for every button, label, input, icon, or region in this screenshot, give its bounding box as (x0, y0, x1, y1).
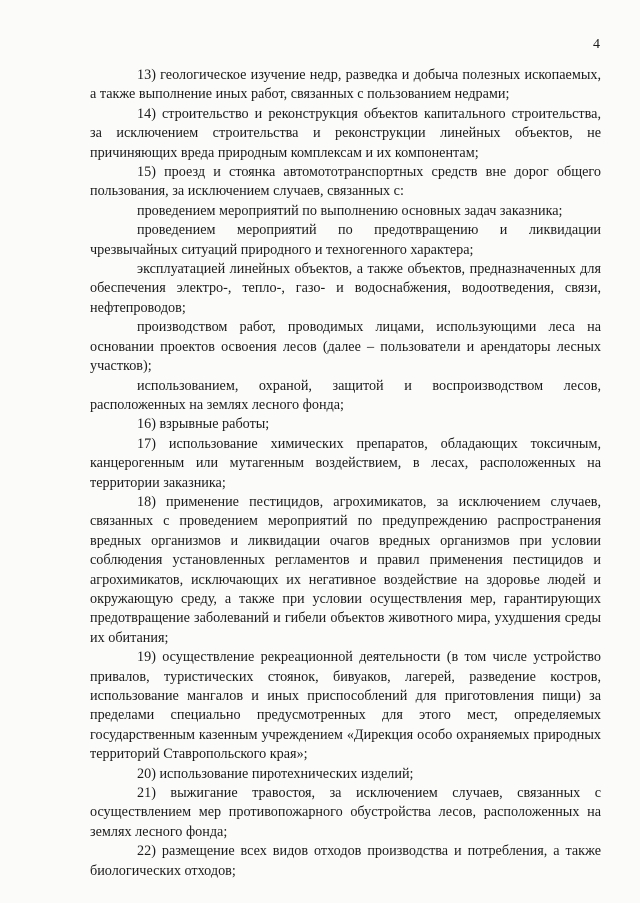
list-item: 21) выжигание травостоя, за исключением случаев, связанных с осуществлением мер противопожарного обустройства лесов, расположенных на землях лесного фонда; (90, 785, 601, 840)
list-item: 15) проезд и стоянка автомототранспортных средств вне дорог общего пользования, за исключением случаев, связанных с: (90, 164, 601, 200)
list-subitem: проведением мероприятий по выполнению основных задач заказника; (137, 202, 563, 219)
list-subitem: проведением мероприятий по предотвращению и ликвидации чрезвычайных ситуаций природного и техногенного характера; (90, 222, 601, 258)
list-subitem: эксплуатацией линейных объектов, а также объектов, предназначенных для обеспечения электро-, тепло-, газо- и водоснабжения, водоотведения, связи, нефтепроводов; (90, 261, 601, 316)
list-item: 22) размещение всех видов отходов производства и потребления, а также биологических отходов; (90, 843, 601, 879)
page-number: 4 (593, 37, 600, 52)
list-item: 14) строительство и реконструкция объектов капитального строительства, за исключением строительства и реконструкции линейных объектов, не причиняющих вреда природным комплексам и их компонентам; (90, 105, 601, 161)
list-item: 13) геологическое изучение недр, разведка и добыча полезных ископаемых, а также выполнение иных работ, связанных с пользованием недрами; (90, 67, 601, 103)
list-item: 17) использование химических препаратов, обладающих токсичным, канцерогенным или мутагенным воздействием, в лесах, расположенных на территории заказника; (90, 435, 601, 491)
document-body (90, 66, 601, 881)
list-item: 19) осуществление рекреационной деятельности (в том числе устройство привалов, туристических стоянок, бивуаков, лагерей, разведение костров, использование мангалов и иных приспособлений для приготовления пищи) за пределами специально предусмотренных для этого мест, определяемых государственным казенным учреждением «Дирекция особо охраняемых природных территорий Ставропольского края»; (90, 649, 601, 763)
list-item: 16) взрывные работы; (137, 416, 270, 433)
list-subitem: использованием, охраной, защитой и воспроизводством лесов, расположенных на землях лесного фонда; (90, 377, 601, 413)
list-item: 18) применение пестицидов, агрохимикатов, за исключением случаев, связанных с проведением мероприятий по предупреждению распространения вредных организмов и ликвидации очагов вредных организмов при условии соблюдения установленных регламентов и правил применения пестицидов и агрохимикатов, исключающих их негативное воздействие на здоровье людей и окружающую среду, а также при условии осуществления мер, гарантирующих предотвращение заболеваний и гибели объектов животного мира, ухудшения среды их обитания; (90, 493, 601, 646)
list-subitem: производством работ, проводимых лицами, использующими леса на основании проектов освоения лесов (далее – пользователи и арендаторы лесных участков); (90, 319, 601, 375)
list-item: 20) использование пиротехнических изделий; (137, 765, 414, 782)
